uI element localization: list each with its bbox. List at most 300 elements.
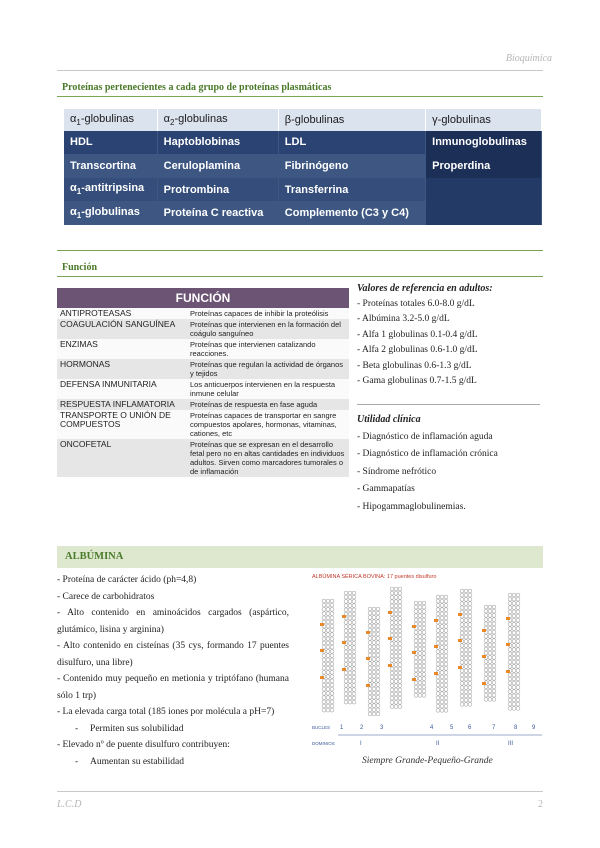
residue (414, 639, 418, 643)
residue (414, 681, 418, 685)
residue (508, 673, 512, 677)
residue (488, 685, 492, 689)
residue (492, 626, 496, 630)
residue (516, 627, 520, 631)
residue (460, 677, 464, 681)
residue (348, 667, 352, 671)
residue (344, 663, 348, 667)
residue (460, 606, 464, 610)
disulfide-bond (506, 617, 510, 620)
residue (372, 695, 376, 699)
disulfide-bond (458, 666, 462, 669)
residue (440, 654, 444, 658)
diagram-title: ALBÚMINA SÉRICA BOVINA: 17 puentes disulfuro (312, 574, 437, 580)
residue (414, 685, 418, 689)
residue (460, 593, 464, 597)
table-row (57, 339, 349, 359)
residue (390, 705, 394, 709)
residue (398, 646, 402, 650)
residue (390, 654, 394, 658)
residue (436, 662, 440, 666)
function-key: RESPUESTA INFLAMATORIA (57, 399, 187, 410)
residue (422, 694, 426, 698)
residue (368, 624, 372, 628)
disulfide-bond (366, 657, 370, 660)
residue (484, 622, 488, 626)
residue (368, 704, 372, 708)
residue (444, 671, 448, 675)
residue (508, 698, 512, 702)
residue (464, 619, 468, 623)
residue (484, 651, 488, 655)
residue (418, 660, 422, 664)
residue (326, 612, 330, 616)
residue (468, 610, 472, 614)
residue (394, 642, 398, 646)
residue (464, 593, 468, 597)
residue (444, 692, 448, 696)
residue (488, 622, 492, 626)
albumin-subitem-text: Permiten sus solubilidad (90, 723, 184, 734)
residue (440, 671, 444, 675)
residue (376, 616, 380, 620)
function-key: DEFENSA INMUNITARIA (57, 379, 187, 399)
residue (390, 617, 394, 621)
residue (422, 618, 426, 622)
residue (488, 651, 492, 655)
residue (436, 654, 440, 658)
residue (344, 700, 348, 704)
residue (464, 635, 468, 639)
residue (516, 702, 520, 706)
residue (488, 626, 492, 630)
residue (352, 671, 356, 675)
residue (326, 654, 330, 658)
residue (492, 635, 496, 639)
globulin-table (64, 109, 542, 225)
residue (390, 688, 394, 692)
residue (516, 602, 520, 606)
residue (348, 646, 352, 650)
table-cell: Fibrinógeno (278, 154, 425, 178)
residue (422, 673, 426, 677)
residue (326, 671, 330, 675)
residue (418, 618, 422, 622)
residue (394, 705, 398, 709)
residue (394, 663, 398, 667)
residue (460, 623, 464, 627)
residue (512, 694, 516, 698)
residue (516, 660, 520, 664)
residue (322, 616, 326, 620)
residue (488, 647, 492, 651)
residue (368, 645, 372, 649)
residue (440, 633, 444, 637)
residue (398, 604, 402, 608)
reference-item: - Alfa 1 globulinas 0.1-0.4 g/dL (357, 329, 478, 340)
residue (468, 598, 472, 602)
albumin-item: - Proteína de carácter ácido (ph=4,8) (57, 575, 197, 585)
residue (436, 688, 440, 692)
residue (418, 614, 422, 618)
residue (440, 679, 444, 683)
residue (440, 595, 444, 599)
column-header: γ-globulinas (426, 109, 542, 131)
residue (516, 639, 520, 643)
residue (326, 675, 330, 679)
residue (418, 605, 422, 609)
residue (516, 635, 520, 639)
residue (508, 677, 512, 681)
residue (418, 689, 422, 693)
residue (444, 662, 448, 666)
table-cell: Properdina (426, 154, 542, 178)
residue (468, 631, 472, 635)
residue (398, 705, 402, 709)
residue (492, 618, 496, 622)
residue (436, 658, 440, 662)
residue (460, 703, 464, 707)
globulin-table-header (64, 109, 542, 131)
residue (440, 709, 444, 713)
residue (464, 610, 468, 614)
residue (464, 623, 468, 627)
residue (444, 688, 448, 692)
helix-loop (388, 587, 402, 708)
residue (352, 646, 356, 650)
residue (516, 618, 520, 622)
residue (464, 686, 468, 690)
residue (440, 616, 444, 620)
residue (414, 643, 418, 647)
footer-author: L.C.D (57, 799, 82, 810)
reference-item: - Proteínas totales 6.0-8.0 g/dL (357, 298, 475, 309)
residue (398, 671, 402, 675)
residue (516, 694, 520, 698)
residue (330, 620, 334, 624)
residue (376, 695, 380, 699)
residue (492, 639, 496, 643)
residue (460, 652, 464, 656)
residue (372, 616, 376, 620)
function-key: ONCOFETAL (57, 439, 187, 477)
residue (344, 600, 348, 604)
residue (376, 658, 380, 662)
residue (398, 621, 402, 625)
residue (368, 653, 372, 657)
residue (348, 663, 352, 667)
reference-item: - Gama globulinas 0.7-1.5 g/dL (357, 376, 477, 386)
residue (444, 679, 448, 683)
residue (368, 637, 372, 641)
residue (464, 694, 468, 698)
residue (464, 598, 468, 602)
residue (468, 698, 472, 702)
residue (352, 621, 356, 625)
residue (468, 623, 472, 627)
residue (468, 640, 472, 644)
residue (418, 610, 422, 614)
residue (322, 692, 326, 696)
residue (330, 687, 334, 691)
disulfide-bond (342, 615, 346, 618)
residue (368, 695, 372, 699)
residue (484, 672, 488, 676)
residue (436, 629, 440, 633)
residue (464, 665, 468, 669)
clinical-utility (357, 411, 547, 516)
table-row (57, 410, 349, 439)
residue (398, 684, 402, 688)
residue (468, 690, 472, 694)
residue (348, 675, 352, 679)
residue (516, 686, 520, 690)
residue (444, 704, 448, 708)
residue (436, 599, 440, 603)
disulfide-bond (482, 655, 486, 658)
subscript: 1 (76, 211, 82, 221)
residue (322, 654, 326, 658)
residue (376, 691, 380, 695)
residue (390, 692, 394, 696)
residue (460, 661, 464, 665)
residue (436, 696, 440, 700)
residue (516, 614, 520, 618)
function-desc: Proteínas que se expresan en el desarrollo fetal pero no en altas cantidades en individuos adultos. Sirven como marcadores tumorales o de inflamación (187, 439, 349, 477)
residue (484, 660, 488, 664)
residue (376, 649, 380, 653)
section-title-plasma-proteins: Proteínas pertenecientes a cada grupo de proteínas plasmáticas (62, 82, 332, 93)
residue (460, 690, 464, 694)
residue (394, 604, 398, 608)
residue (352, 595, 356, 599)
residue (330, 603, 334, 607)
residue (352, 684, 356, 688)
residue (468, 648, 472, 652)
residue (422, 605, 426, 609)
residue (464, 673, 468, 677)
residue (368, 607, 372, 611)
residue (512, 602, 516, 606)
residue (344, 671, 348, 675)
residue (352, 600, 356, 604)
residue (352, 608, 356, 612)
residue (484, 668, 488, 672)
residue (444, 629, 448, 633)
residue (398, 680, 402, 684)
table-cell: Ceruloplamina (157, 154, 278, 178)
residue (330, 662, 334, 666)
residue (516, 681, 520, 685)
residue (444, 620, 448, 624)
function-desc: Proteínas que intervienen en la formación del coágulo sanguíneo (187, 319, 349, 339)
table-row (57, 319, 349, 339)
residue (464, 606, 468, 610)
residue (436, 604, 440, 608)
residue (488, 609, 492, 613)
section-rule (57, 96, 543, 97)
residue (436, 625, 440, 629)
residue (348, 633, 352, 637)
residue (444, 667, 448, 671)
residue (464, 614, 468, 618)
residue (322, 599, 326, 603)
residue (418, 639, 422, 643)
residue (348, 642, 352, 646)
residue (348, 688, 352, 692)
residue (468, 652, 472, 656)
residue (436, 700, 440, 704)
residue (508, 648, 512, 652)
albumin-subitem-text: Aumentan su estabilidad (90, 756, 184, 767)
helix-loop (434, 595, 448, 712)
residue (326, 696, 330, 700)
residue (508, 707, 512, 711)
residue (352, 688, 356, 692)
residue (394, 617, 398, 621)
residue (326, 603, 330, 607)
disulfide-bond (388, 637, 392, 640)
residue (372, 712, 376, 716)
residue (352, 650, 356, 654)
residue (376, 641, 380, 645)
table-row (64, 131, 542, 155)
bucle-number: 1 (340, 725, 344, 731)
residue (464, 652, 468, 656)
residue (394, 684, 398, 688)
residue (422, 643, 426, 647)
residue (352, 675, 356, 679)
residue (488, 677, 492, 681)
residue (440, 650, 444, 654)
residue (418, 694, 422, 698)
residue (398, 654, 402, 658)
residue (414, 610, 418, 614)
residue (322, 633, 326, 637)
residue (488, 660, 492, 664)
residue (368, 712, 372, 716)
residue (516, 597, 520, 601)
residue (440, 692, 444, 696)
residue (376, 708, 380, 712)
residue (512, 614, 516, 618)
diagram-loops (320, 587, 520, 716)
residue (390, 646, 394, 650)
residue (460, 635, 464, 639)
residue (394, 625, 398, 629)
residue (436, 709, 440, 713)
residue (512, 639, 516, 643)
residue (352, 700, 356, 704)
residue (322, 645, 326, 649)
residue (376, 712, 380, 716)
helix-loop (320, 599, 334, 712)
residue (352, 591, 356, 595)
residue (508, 656, 512, 660)
residue (372, 624, 376, 628)
residue (344, 684, 348, 688)
residue (348, 625, 352, 629)
residue (468, 661, 472, 665)
residue (368, 641, 372, 645)
residue (344, 591, 348, 595)
residue (422, 689, 426, 693)
residue (394, 688, 398, 692)
residue (330, 616, 334, 620)
residue (394, 701, 398, 705)
residue (330, 692, 334, 696)
residue (444, 633, 448, 637)
residue (508, 690, 512, 694)
disulfide-bond (412, 678, 416, 681)
residue (512, 702, 516, 706)
residue (460, 644, 464, 648)
residue (372, 700, 376, 704)
residue (484, 618, 488, 622)
residue (368, 616, 372, 620)
residue (394, 654, 398, 658)
disulfide-bond (434, 645, 438, 648)
residue (344, 646, 348, 650)
residue (376, 674, 380, 678)
residue (352, 612, 356, 616)
residue (330, 671, 334, 675)
residue (326, 645, 330, 649)
residue (422, 626, 426, 630)
residue (376, 683, 380, 687)
residue (322, 704, 326, 708)
residue (352, 616, 356, 620)
reference-item: - Beta globulinas 0.6-1.3 g/dL (357, 360, 472, 371)
function-desc: Proteínas de respuesta en fase aguda (187, 399, 349, 410)
disulfide-bond (458, 639, 462, 642)
table-cell: Inmunoglobulinas (426, 131, 542, 155)
residue (330, 650, 334, 654)
residue (394, 671, 398, 675)
disulfide-bond (506, 643, 510, 646)
residue (414, 618, 418, 622)
residue (398, 650, 402, 654)
residue (398, 638, 402, 642)
residue (326, 687, 330, 691)
residue (326, 599, 330, 603)
residue (422, 652, 426, 656)
disulfide-bond (388, 611, 392, 614)
residue (508, 635, 512, 639)
disulfide-bond (342, 668, 346, 671)
residue (436, 704, 440, 708)
residue (488, 681, 492, 685)
residue (418, 681, 422, 685)
residue (468, 703, 472, 707)
residue (394, 591, 398, 595)
residue (444, 599, 448, 603)
residue (492, 685, 496, 689)
residue (326, 637, 330, 641)
residue (326, 704, 330, 708)
albumin-item: - La elevada carga total (185 iones por molécula a pH=7) (57, 707, 275, 717)
disulfide-bond (388, 664, 392, 667)
bucle-number: 9 (532, 725, 536, 731)
residue (464, 669, 468, 673)
residue (390, 659, 394, 663)
residue (512, 673, 516, 677)
residue (368, 620, 372, 624)
residue (352, 642, 356, 646)
residue (460, 589, 464, 593)
residue (436, 633, 440, 637)
reference-title: Valores de referencia en adultos: (357, 283, 493, 294)
